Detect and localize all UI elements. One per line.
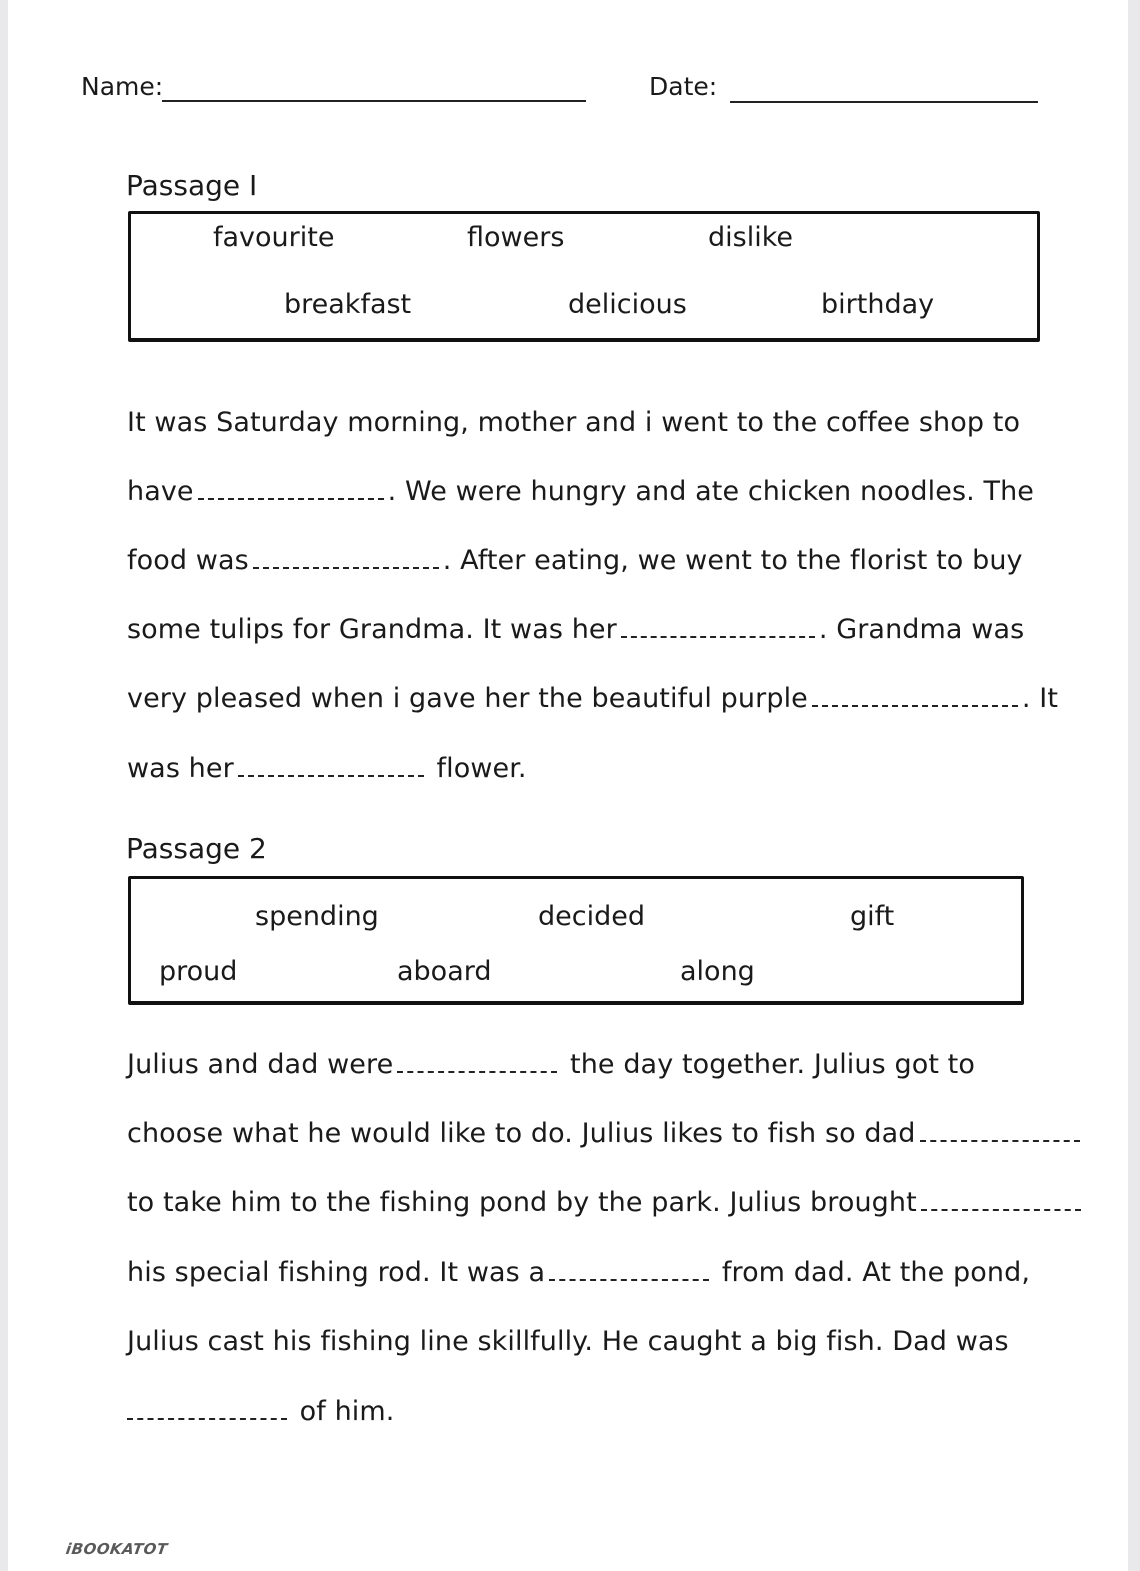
text: very pleased when i gave her the beautiful purple (127, 683, 808, 714)
blank-gift[interactable] (549, 1278, 709, 1281)
date-label: Date: (649, 72, 718, 101)
passage1-word-bank (128, 211, 1040, 342)
bank-word: gift (850, 901, 895, 932)
name-label: Name: (81, 72, 164, 101)
passage2-line-2 (127, 1118, 1084, 1149)
bank-word: spending (255, 901, 379, 932)
passage2-line-4 (127, 1257, 1030, 1288)
passage2-line-1 (127, 1049, 975, 1080)
worksheet-page (8, 0, 1128, 1571)
bank-word: decided (538, 901, 645, 932)
text: from dad. At the pond, (713, 1257, 1031, 1288)
passage1-line-4 (127, 614, 1024, 645)
text: . After eating, we went to the florist to buy (442, 545, 1023, 576)
passage1-line-5 (127, 683, 1058, 714)
blank-birthday[interactable] (621, 635, 815, 638)
text: was her (127, 753, 234, 784)
bank-word: proud (159, 956, 238, 987)
text: the day together. Julius got to (561, 1049, 975, 1080)
passage2-title: Passage 2 (126, 832, 267, 865)
bank-word: birthday (821, 289, 935, 320)
passage2-line-3 (127, 1187, 1085, 1218)
text: food was (127, 545, 249, 576)
text: to take him to the fishing pond by the park. Julius brought (127, 1187, 917, 1218)
name-line[interactable] (162, 100, 586, 102)
blank-spending[interactable] (397, 1070, 557, 1073)
bank-word: delicious (568, 289, 687, 320)
date-line[interactable] (730, 101, 1038, 103)
text: Julius and dad were (127, 1049, 394, 1080)
blank-favourite[interactable] (238, 774, 424, 777)
passage1-line-6 (127, 753, 527, 784)
text: . We were hungry and ate chicken noodles. The (387, 476, 1034, 507)
text: have (127, 476, 194, 507)
passage1-title: Passage I (126, 169, 258, 202)
text: It was Saturday morning, mother and i went to the coffee shop to (127, 407, 1021, 438)
bank-word: flowers (467, 222, 565, 253)
passage2-line-5 (127, 1326, 1009, 1357)
text: his special fishing rod. It was a (127, 1257, 546, 1288)
passage1-line-1 (127, 407, 1020, 438)
bookatot-logo (65, 1540, 169, 1558)
blank-decided[interactable] (920, 1139, 1080, 1142)
blank-proud[interactable] (127, 1417, 287, 1420)
passage2-line-6 (127, 1396, 395, 1427)
bank-word: dislike (708, 222, 793, 253)
passage1-line-2 (127, 476, 1034, 507)
blank-breakfast[interactable] (198, 497, 384, 500)
passage1-line-3 (127, 545, 1023, 576)
text: . Grandma was (818, 614, 1025, 645)
text: some tulips for Grandma. It was her (127, 614, 617, 645)
text: Julius cast his fishing line skillfully. He caught a big fish. Dad was (127, 1326, 1009, 1357)
blank-along[interactable] (921, 1208, 1081, 1211)
text: . It (1021, 683, 1059, 714)
logo-text: iBOOKATOT (64, 1540, 169, 1558)
bank-word: aboard (397, 956, 492, 987)
text: of him. (291, 1396, 395, 1427)
blank-delicious[interactable] (253, 566, 439, 569)
bank-word: along (680, 956, 755, 987)
blank-flowers[interactable] (812, 704, 1018, 707)
text: flower. (427, 753, 527, 784)
text: choose what he would like to do. Julius likes to fish so dad (127, 1118, 916, 1149)
passage2-word-bank (128, 876, 1024, 1005)
bank-word: breakfast (284, 289, 412, 320)
bank-word: favourite (213, 222, 335, 253)
